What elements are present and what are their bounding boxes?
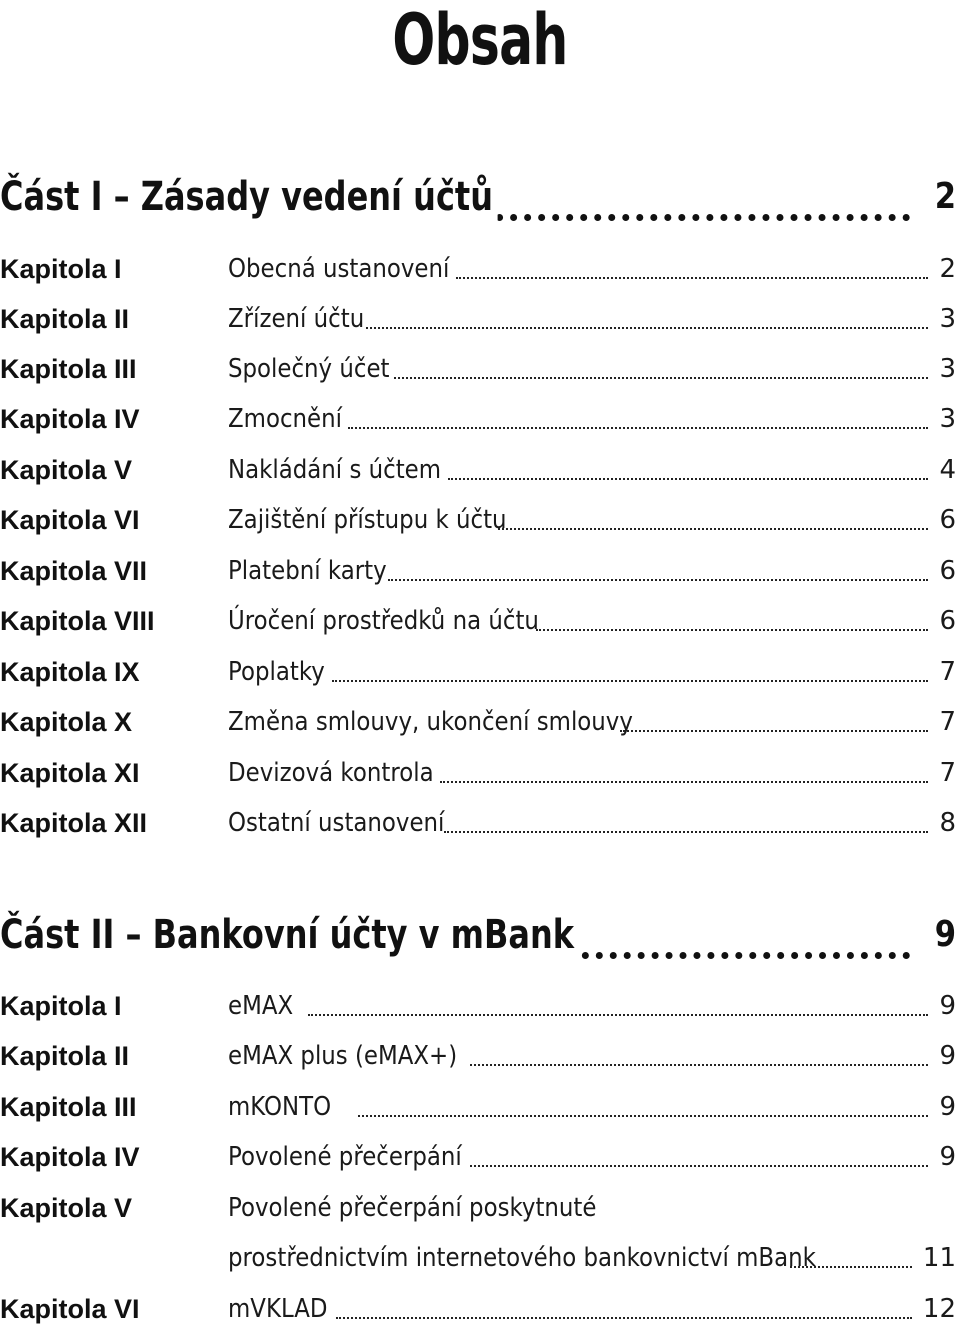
toc-row — [0, 249, 960, 289]
chapter-label: Kapitola XII — [0, 808, 148, 838]
dot-leader — [620, 724, 928, 732]
chapter-label: Kapitola I — [0, 254, 122, 284]
page-number: 2 — [939, 254, 956, 284]
dot-leader — [536, 623, 928, 631]
dot-leader — [448, 472, 928, 480]
chapter-name: mKONTO — [228, 1092, 332, 1122]
chapter-name: Povolené přečerpání poskytnuté — [228, 1193, 597, 1223]
dot-leader — [332, 674, 928, 682]
part-title: Část I – Zásady vedení účtů — [0, 172, 498, 222]
chapter-name: Povolené přečerpání — [228, 1142, 462, 1172]
page-title: Obsah — [392, 0, 568, 81]
chapter-name: Obecná ustanovení — [228, 254, 450, 284]
part-heading — [0, 172, 960, 222]
toc-row — [0, 349, 960, 389]
dot-leader — [470, 1159, 928, 1167]
chapter-label: Kapitola II — [0, 1041, 130, 1071]
dot-leader — [358, 1109, 928, 1117]
chapter-name: Společný účet — [228, 354, 390, 384]
page-number: 3 — [939, 304, 956, 334]
chapter-label: Kapitola IV — [0, 1142, 140, 1172]
chapter-label: Kapitola II — [0, 304, 130, 334]
toc-row — [0, 500, 960, 540]
toc-row-continuation — [0, 1238, 960, 1278]
page-number: 7 — [939, 707, 956, 737]
chapter-label: Kapitola III — [0, 1092, 137, 1122]
toc-row — [0, 803, 960, 843]
dot-leader — [336, 1311, 912, 1319]
chapter-name: Nakládání s účtem — [228, 455, 442, 485]
chapter-name: Zřízení účtu — [228, 304, 365, 334]
chapter-label: Kapitola X — [0, 707, 133, 737]
part-dot-leader — [540, 942, 910, 959]
chapter-label: Kapitola V — [0, 1193, 133, 1223]
toc-row — [0, 652, 960, 692]
chapter-label: Kapitola I — [0, 991, 122, 1021]
part-heading — [0, 910, 960, 960]
toc-row — [0, 601, 960, 641]
part-page-number: 9 — [934, 914, 956, 955]
page-number: 4 — [939, 455, 956, 485]
chapter-name: Platební karty — [228, 556, 387, 586]
part-title: Část II – Bankovní účty v mBank — [0, 910, 579, 960]
toc-row — [0, 551, 960, 591]
part-page-number: 2 — [934, 176, 956, 217]
page-number: 8 — [939, 808, 956, 838]
page-number: 9 — [939, 1041, 956, 1071]
page-number: 9 — [939, 991, 956, 1021]
page-number: 6 — [939, 606, 956, 636]
toc-row — [0, 702, 960, 742]
chapter-label: Kapitola VIII — [0, 606, 155, 636]
chapter-name: Zmocnění — [228, 404, 342, 434]
chapter-label: Kapitola IV — [0, 404, 140, 434]
chapter-label: Kapitola VI — [0, 505, 140, 535]
toc-row — [0, 986, 960, 1026]
chapter-name: Úročení prostředků na účtu — [228, 606, 539, 636]
chapter-name-continuation: prostřednictvím internetového bankovnictví mBank — [228, 1243, 816, 1273]
toc-row — [0, 1188, 960, 1228]
toc-row — [0, 1036, 960, 1076]
toc-row — [0, 1289, 960, 1329]
chapter-label: Kapitola V — [0, 455, 133, 485]
chapter-label: Kapitola VI — [0, 1294, 140, 1324]
dot-leader — [470, 1058, 928, 1066]
chapter-name: Devizová kontrola — [228, 758, 434, 788]
toc-row — [0, 399, 960, 439]
dot-leader — [388, 573, 928, 581]
chapter-name: mVKLAD — [228, 1294, 328, 1324]
dot-leader — [366, 321, 928, 329]
dot-leader — [498, 522, 928, 530]
dot-leader — [348, 421, 928, 429]
page-number: 12 — [922, 1294, 956, 1324]
dot-leader — [394, 371, 928, 379]
chapter-name: eMAX — [228, 991, 294, 1021]
chapter-name: eMAX plus (eMAX+) — [228, 1041, 458, 1071]
dot-leader — [308, 1008, 928, 1016]
chapter-name: Zajištění přístupu k účtu — [228, 505, 507, 535]
chapter-label: Kapitola VII — [0, 556, 148, 586]
chapter-name: Změna smlouvy, ukončení smlouvy — [228, 707, 633, 737]
toc-row — [0, 753, 960, 793]
part-dot-leader — [440, 204, 910, 221]
dot-leader — [456, 271, 928, 279]
chapter-name: Ostatní ustanovení — [228, 808, 445, 838]
page-number: 9 — [939, 1142, 956, 1172]
page-number: 6 — [939, 505, 956, 535]
toc-row — [0, 299, 960, 339]
toc-row — [0, 1087, 960, 1127]
chapter-label: Kapitola XI — [0, 758, 140, 788]
dot-leader — [790, 1260, 912, 1268]
dot-leader — [444, 825, 928, 833]
chapter-label: Kapitola III — [0, 354, 137, 384]
page-number: 7 — [939, 758, 956, 788]
chapter-name: Poplatky — [228, 657, 325, 687]
toc-row — [0, 450, 960, 490]
page-number: 3 — [939, 404, 956, 434]
page-number: 7 — [939, 657, 956, 687]
page-number: 9 — [939, 1092, 956, 1122]
dot-leader — [440, 775, 928, 783]
page-number: 6 — [939, 556, 956, 586]
page-number: 11 — [922, 1243, 956, 1273]
toc-row — [0, 1137, 960, 1177]
chapter-label: Kapitola IX — [0, 657, 140, 687]
page-number: 3 — [939, 354, 956, 384]
